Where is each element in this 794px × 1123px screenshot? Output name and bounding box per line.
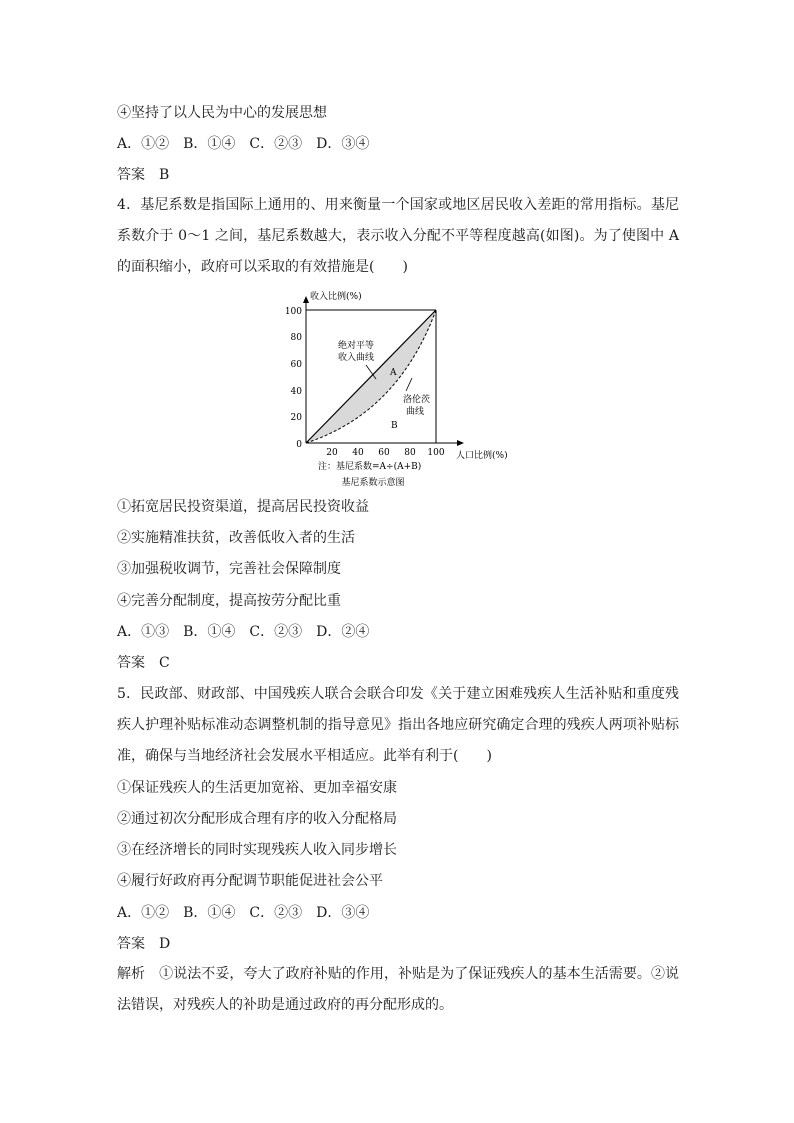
y-tick-80: 80 <box>290 333 302 343</box>
x-tick-60: 60 <box>378 448 390 458</box>
area-b-label: B <box>391 421 398 431</box>
gini-figure <box>280 283 516 493</box>
q3-choices: A．①② B．①④ C．②③ D．③④ <box>117 136 370 152</box>
y-tick-100: 100 <box>284 307 302 317</box>
x-tick-100: 100 <box>427 448 445 458</box>
q4-choices: A．①③ B．①④ C．②③ D．②④ <box>117 624 370 640</box>
q3-answer: 答案 B <box>117 167 170 183</box>
y-axis-label: 收入比例(%) <box>310 292 362 302</box>
q5-option-1: ①保证残疾人的生活更加宽裕、更加幸福安康 <box>117 780 397 796</box>
q5-option-4: ④履行好政府再分配调节职能促进社会公平 <box>117 873 383 889</box>
gini-chart-svg <box>280 283 516 493</box>
y-tick-20: 20 <box>290 413 302 423</box>
x-axis-arrow <box>457 440 464 446</box>
gini-note: 注：基尼系数=A÷(A+B) <box>318 462 422 472</box>
q5-option-2: ②通过初次分配形成合理有序的收入分配格局 <box>117 811 397 827</box>
x-axis-label: 人口比例(%) <box>456 451 508 461</box>
q3-option-4: ④坚持了以人民为中心的发展思想 <box>117 105 327 121</box>
x-tick-40: 40 <box>352 448 364 458</box>
area-a-label: A <box>390 368 397 378</box>
equality-label-line1: 绝对平等 <box>338 341 375 351</box>
x-tick-20: 20 <box>326 448 338 458</box>
q5-option-3: ③在经济增长的同时实现残疾人收入同步增长 <box>117 842 397 858</box>
q4-option-3: ③加强税收调节，完善社会保障制度 <box>117 561 341 577</box>
lorenz-label-line2: 曲线 <box>406 407 425 417</box>
y-tick-60: 60 <box>290 360 302 370</box>
y-tick-0: 0 <box>296 440 302 450</box>
q4-option-2: ②实施精准扶贫，改善低收入者的生活 <box>117 530 355 546</box>
figure-caption: 基尼系数示意图 <box>341 478 405 488</box>
q5-stem: 5．民政部、财政部、中国残疾人联合会联合印发《关于建立困难残疾人生活补贴和重度残疾人护理补贴标准动态调整机制的指导意见》指出各地应研究确定合理的残疾人两项补贴标准，确保与当地经济社会发展水平相适应。此举有利于( ) <box>117 686 679 764</box>
y-axis-arrow <box>303 296 309 303</box>
y-tick-40: 40 <box>290 387 302 397</box>
q5-analysis: 解析 ①说法不妥，夸大了政府补贴的作用，补贴是为了保证残疾人的基本生活需要。②说法错误，对残疾人的补助是通过政府的再分配形成的。 <box>117 966 679 1013</box>
q4-answer: 答案 C <box>117 655 170 671</box>
q5-choices: A．①② B．①④ C．②③ D．③④ <box>117 905 370 921</box>
q4-stem: 4．基尼系数是指国际上通用的、用来衡量一个国家或地区居民收入差距的常用指标。基尼系数介于 0～1 之间，基尼系数越大，表示收入分配不平等程度越高(如图)。为了使图中 A 的面积缩小，政府可以采取的有效措施是( ) <box>117 197 679 275</box>
q5-answer: 答案 D <box>117 936 171 952</box>
lorenz-pointer <box>406 378 412 391</box>
lorenz-label-line1: 洛伦茨 <box>403 395 431 405</box>
equality-line <box>306 310 436 443</box>
q4-option-1: ①拓宽居民投资渠道，提高居民投资收益 <box>117 499 369 515</box>
q4-option-4: ④完善分配制度，提高按劳分配比重 <box>117 593 341 609</box>
equality-label-line2: 收入曲线 <box>338 353 375 363</box>
x-tick-80: 80 <box>404 448 416 458</box>
